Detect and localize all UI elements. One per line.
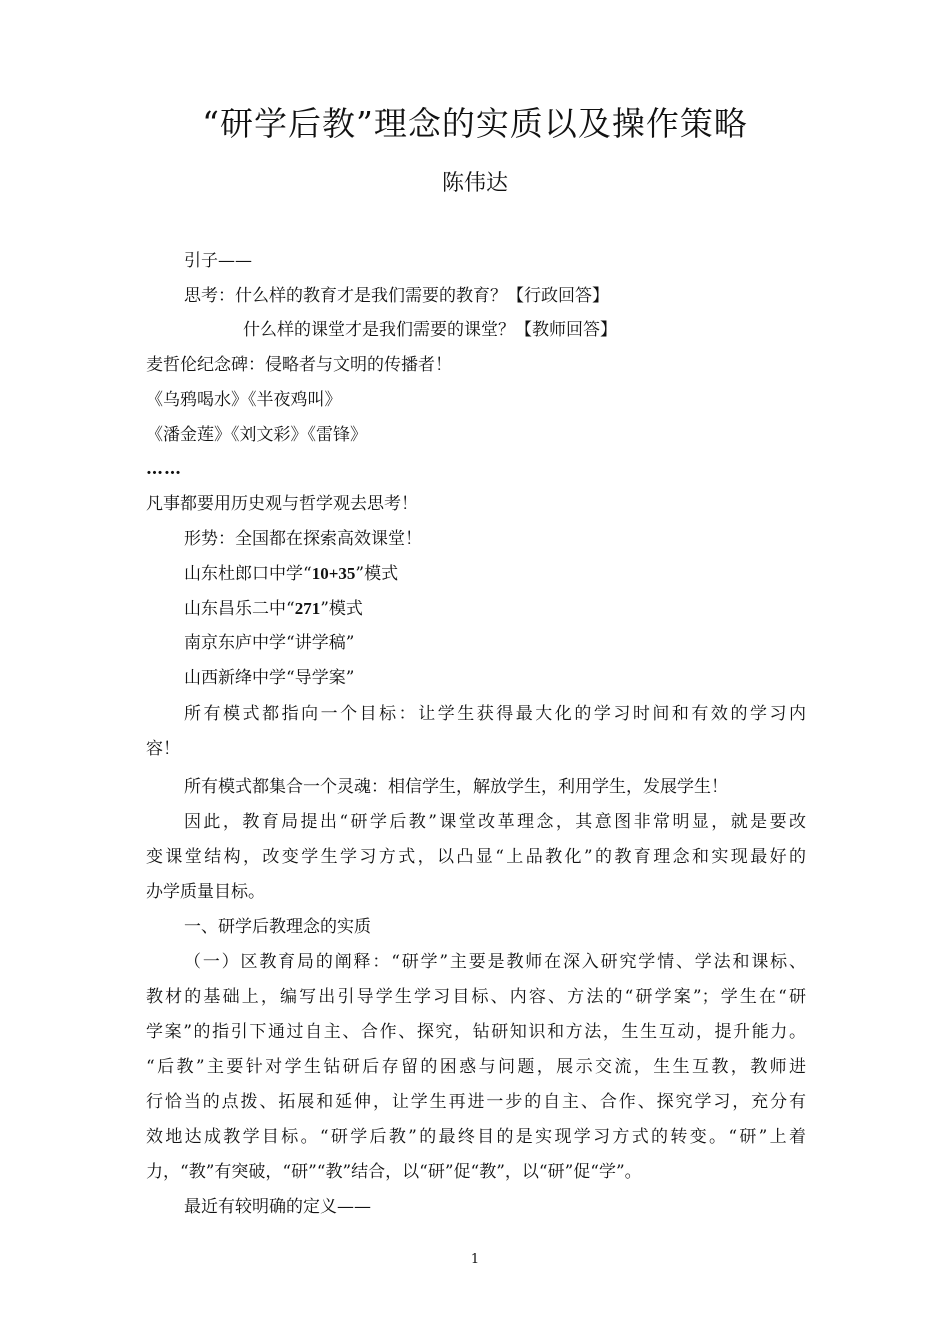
section-heading: 一、研学后教理念的实质 — [184, 917, 371, 937]
text-line: 《乌鸦喝水》《半夜鸡叫》 — [146, 390, 342, 410]
paragraph-line: （一）区教育局的阐释：“研学”主要是教师在深入研究学情、学法和课标、 — [184, 952, 806, 972]
text-line: 麦哲伦纪念碑：侵略者与文明的传播者！ — [146, 355, 452, 375]
paragraph-line: 最近有较明确的定义—— — [184, 1197, 371, 1217]
model-code: 271 — [294, 599, 321, 618]
text-line-question-2: 什么样的课堂才是我们需要的课堂？【教师回答】 — [243, 320, 617, 340]
text-line-intro: 引子—— — [184, 251, 252, 271]
model-item — [184, 631, 354, 655]
ellipsis-line: …… — [146, 459, 182, 479]
model-prefix: 山西新绛中学“导学案” — [184, 668, 355, 688]
text-line-situation: 形势：全国都在探索高效课堂！ — [184, 529, 422, 549]
paragraph-line: 学案”的指引下通过自主、合作、探究，钻研知识和方法，生生互动，提升能力。 — [146, 1022, 806, 1042]
model-suffix: ”模式 — [355, 564, 399, 584]
paragraph-line: 所有模式都集合一个灵魂：相信学生，解放学生，利用学生，发展学生！ — [184, 777, 728, 797]
text-line-question-1: 思考：什么样的教育才是我们需要的教育？【行政回答】 — [184, 286, 609, 306]
paragraph-line: 教材的基础上，编写出引导学生学习目标、内容、方法的“研学案”；学生在“研 — [146, 987, 806, 1007]
page-number: 1 — [470, 1252, 480, 1267]
paragraph-line: 因此，教育局提出“研学后教”课堂改革理念，其意图非常明显，就是要改 — [184, 812, 806, 832]
document-author: 陈伟达 — [441, 171, 508, 196]
document-title: “研学后教”理念的实质以及操作策略 — [202, 104, 748, 143]
paragraph-line: 效地达成教学目标。“研学后教”的最终目的是实现学习方式的转变。“研”上着 — [146, 1127, 806, 1147]
paragraph-line: “后教”主要针对学生钻研后存留的困惑与问题，展示交流，生生互教，教师进 — [146, 1057, 806, 1077]
model-prefix: 南京东庐中学“讲学稿” — [184, 633, 355, 653]
text-line: 凡事都要用历史观与哲学观去思考！ — [146, 494, 418, 514]
paragraph-line: 行恰当的点拨、拓展和延伸，让学生再进一步的自主、合作、探究学习，充分有 — [146, 1092, 806, 1112]
paragraph-line: 变课堂结构，改变学生学习方式，以凸显“上品教化”的教育理念和实现最好的 — [146, 847, 806, 867]
model-code: 10+35 — [311, 564, 356, 583]
model-prefix: 山东昌乐二中“ — [184, 599, 295, 619]
model-item — [184, 562, 398, 586]
paragraph-line: 所有模式都指向一个目标：让学生获得最大化的学习时间和有效的学习内 — [184, 704, 806, 724]
model-suffix: ”模式 — [320, 599, 363, 619]
model-item — [184, 666, 354, 690]
text-line: 《潘金莲》《刘文彩》《雷锋》 — [146, 425, 367, 445]
paragraph-line: 力，“教”有突破，“研”“教”结合，以“研”促“教”，以“研”促“学”。 — [146, 1162, 642, 1182]
model-item — [184, 597, 363, 621]
model-prefix: 山东杜郎口中学“ — [184, 564, 312, 584]
paragraph-line: 办学质量目标。 — [146, 882, 265, 902]
paragraph-line: 容！ — [146, 739, 180, 759]
